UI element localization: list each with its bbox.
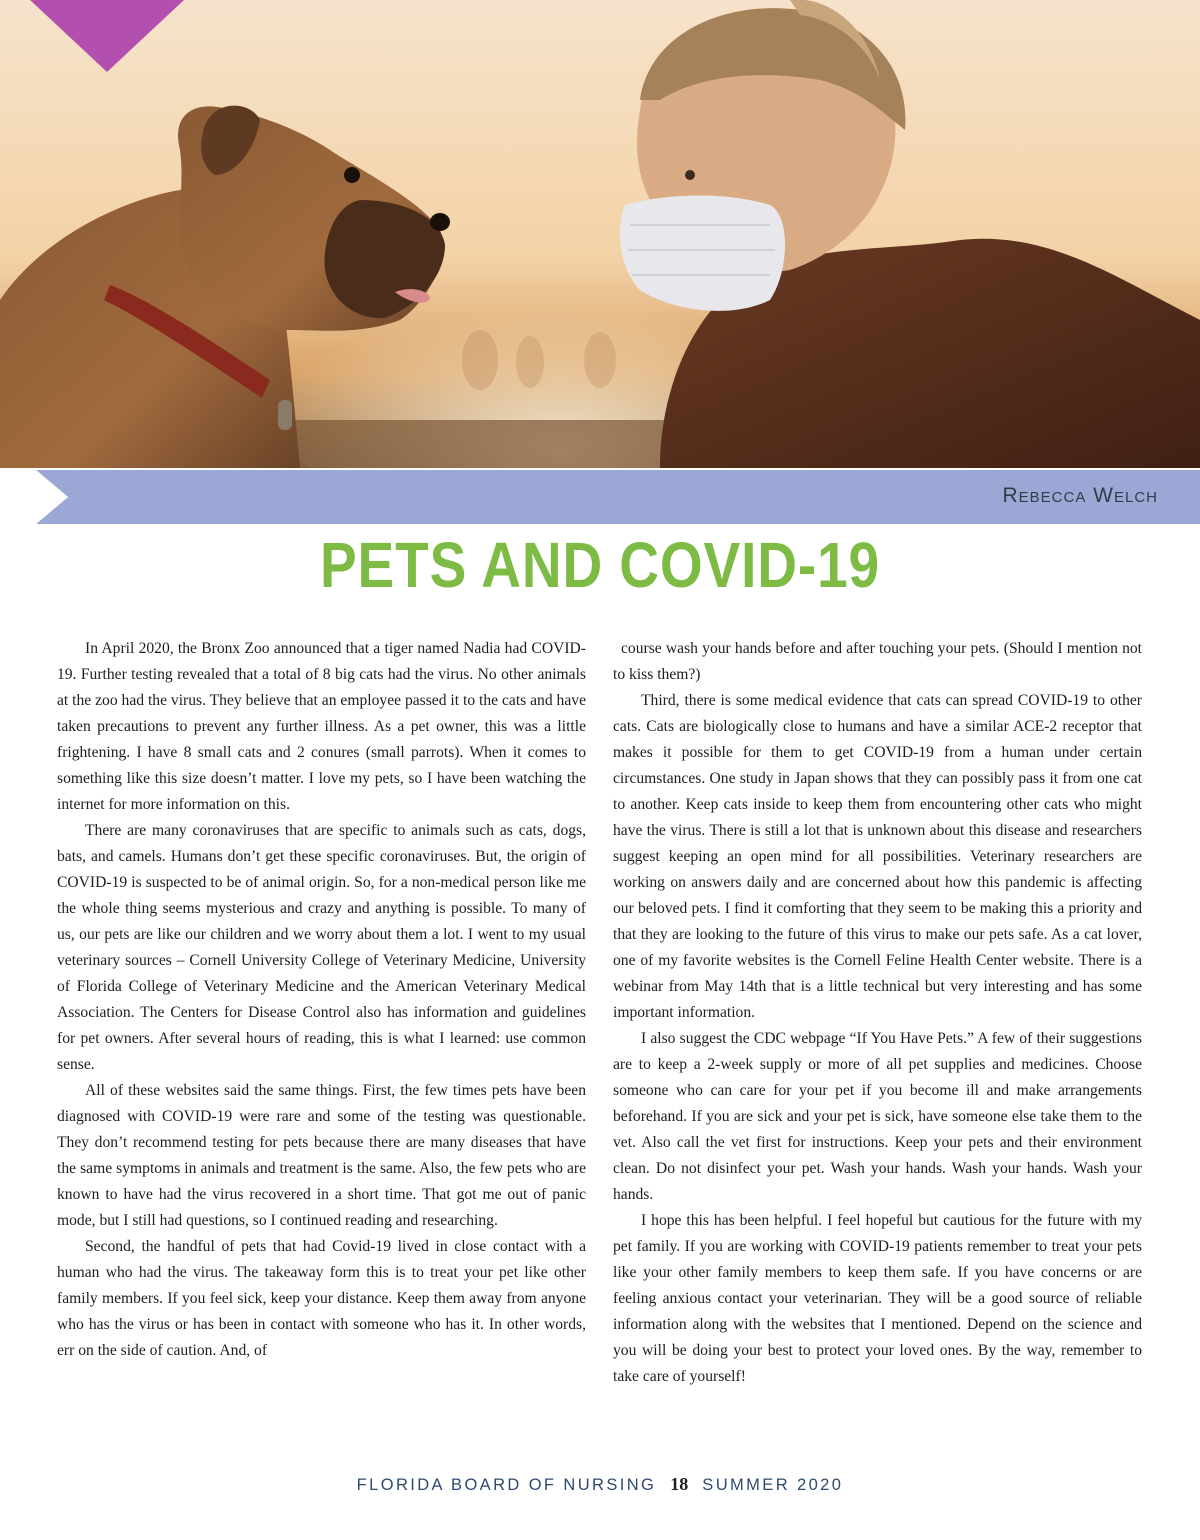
paragraph: I hope this has been helpful. I feel hopeful but cautious for the future with my pet family. If you are working with COVID-19 patients remember to treat your pets like your other family members to keep them safe. If you have concerns or are feeling anxious contact your veterinarian. They will be a good source of reliable information along with the websites that I mentioned. Depend on the science and you will be doing your best to protect your loved ones. By the way, remember to take care of yourself! bbox=[613, 1212, 1142, 1385]
article-column-left bbox=[57, 636, 586, 1364]
paragraph: In April 2020, the Bronx Zoo announced that a tiger named Nadia had COVID-19. Further testing revealed that a total of 8 big cats had the virus. No other animals at the zoo had the virus. They believe that an employee passed it to the cats and have taken precautions to prevent any further illness. As a pet owner, this was a little frightening. I have 8 small cats and 2 conures (small parrots). When it comes to something like this size doesn’t matter. I love my pets, so I have been watching the internet for more information on this. bbox=[57, 640, 586, 813]
paragraph: Second, the handful of pets that had Covid-19 lived in close contact with a human who had the virus. The takeaway form this is to treat your pet like other family members. If you feel sick, keep your distance. Keep them away from anyone who has the virus or has been in contact with someone who has it. In other words, err on the side of caution. And, of bbox=[57, 1238, 586, 1359]
paragraph: Third, there is some medical evidence that cats can spread COVID-19 to other cats. Cats are biologically close to humans and have a similar ACE-2 receptor that makes it possible for them to get COVID-19 from a human under certain circumstances. One study in Japan shows that they can possibly pass it from one cat to another. Keep cats inside to keep them from encountering other cats who might have the virus. There is still a lot that is unknown about this disease and researchers suggest keeping an open mind for all possibilities. Veterinary researchers are working on answers daily and are concerned about how this pandemic is affecting our beloved pets. I find it comforting that they seem to be making this a priority and that they are looking to the future of this virus to make our pets safe. As a cat lover, one of my favorite websites is the Cornell Feline Health Center website. There is a webinar from May 14th that is a little technical but very interesting and has some important information. bbox=[613, 692, 1142, 1021]
paragraph: All of these websites said the same things. First, the few times pets have been diagnosed with COVID-19 were rare and some of the testing was questionable. They don’t recommend testing for pets because there are many diseases that have the same symptoms in animals and treatment is the same. Also, the few pets who are known to have had the virus recovered in a short time. That got me out of panic mode, but I still had questions, so I continued reading and researching. bbox=[57, 1082, 586, 1229]
paragraph: I also suggest the CDC webpage “If You Have Pets.” A few of their suggestions are to keep a 2-week supply or more of all pet supplies and medicines. Choose someone who can care for your pet if you become ill and make arrangements beforehand. If you are sick and your pet is sick, have someone else take them to the vet. Also call the vet first for instructions. Keep your pets and their environment clean. Do not disinfect your pet. Wash your hands. Wash your hands. Wash your hands. bbox=[613, 1030, 1142, 1203]
corner-triangle-decoration bbox=[0, 0, 200, 76]
article-column-right bbox=[613, 636, 1142, 1390]
issue-date: SUMMER 2020 bbox=[702, 1476, 844, 1494]
article-title: PETS AND COVID-19 bbox=[319, 529, 881, 601]
paragraph-continued: course wash your hands before and after touching your pets. (Should I mention not to kiss them?) bbox=[613, 640, 1142, 683]
author-byline: Rebecca Welch bbox=[1002, 484, 1158, 507]
publication-name: FLORIDA BOARD OF NURSING bbox=[356, 1476, 657, 1494]
page-number: 18 bbox=[670, 1474, 689, 1494]
page-footer bbox=[0, 1474, 1200, 1495]
paragraph: There are many coronaviruses that are specific to animals such as cats, dogs, bats, and camels. Humans don’t get these specific coronaviruses. But, the origin of COVID-19 is suspected to be of animal origin. So, for a non-medical person like me the whole thing seems mysterious and crazy and anything is possible. To many of us, our pets are like our children and we worry about them a lot. I went to my usual veterinary sources – Cornell University College of Veterinary Medicine, University of Florida College of Veterinary Medicine and the American Veterinary Medical Association. The Centers for Disease Control also has information and guidelines for pet owners. After several hours of reading, this is what I learned: use common sense. bbox=[57, 822, 586, 1073]
